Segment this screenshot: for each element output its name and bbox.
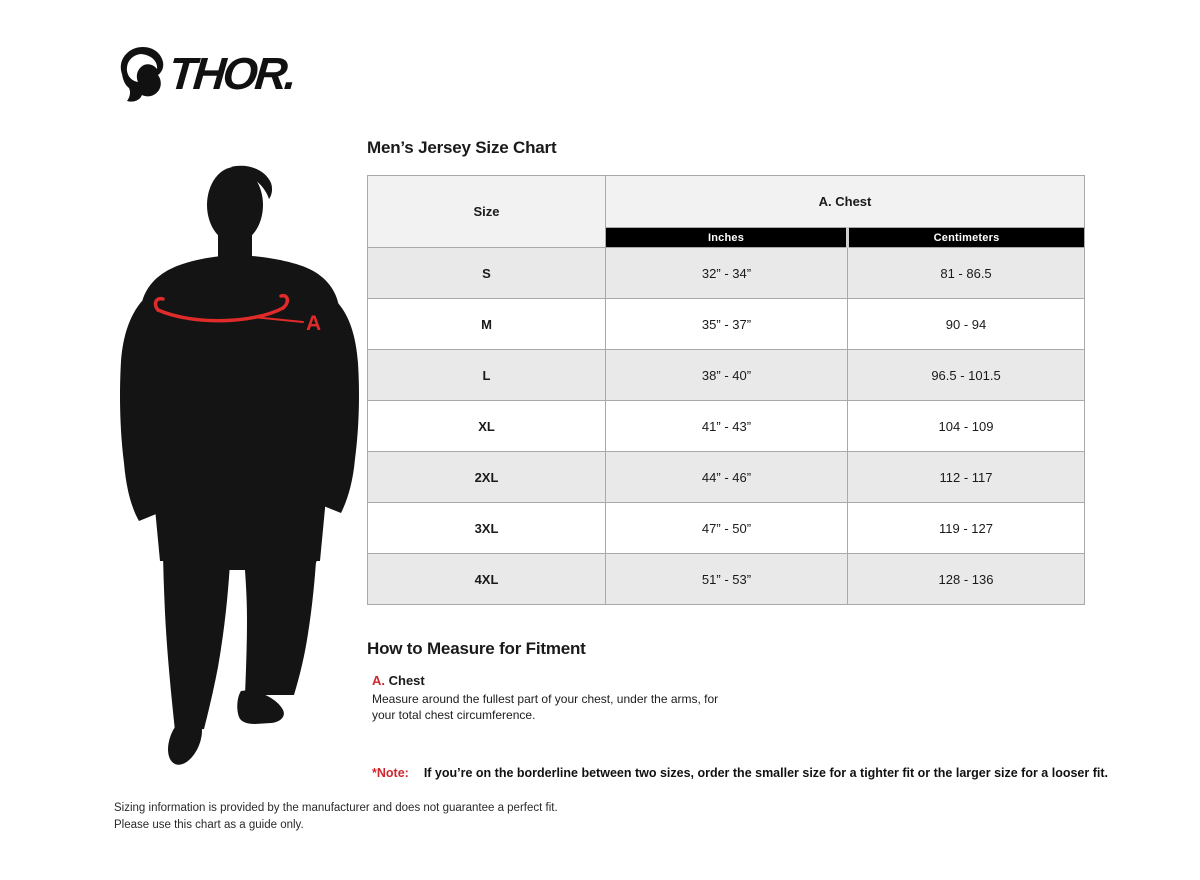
fit-note <box>372 766 1108 780</box>
footer-line-1: Sizing information is provided by the manufacturer and does not guarantee a perfect fit. <box>114 802 558 814</box>
thor-ram-icon <box>112 44 164 102</box>
inches-cell: 51” - 53” <box>606 554 848 605</box>
size-cell: M <box>368 299 606 350</box>
inches-cell: 41” - 43” <box>606 401 848 452</box>
inches-cell: 47” - 50” <box>606 503 848 554</box>
table-row <box>368 248 1085 299</box>
size-cell: 3XL <box>368 503 606 554</box>
cm-cell: 104 - 109 <box>848 401 1085 452</box>
size-cell: L <box>368 350 606 401</box>
inches-cell: 35” - 37” <box>606 299 848 350</box>
size-cell: S <box>368 248 606 299</box>
footer-line-2: Please use this chart as a guide only. <box>114 819 304 832</box>
table-row <box>368 452 1085 503</box>
table-row <box>368 350 1085 401</box>
size-cell: 2XL <box>368 452 606 503</box>
table-row <box>368 554 1085 605</box>
cm-cell: 128 - 136 <box>848 554 1085 605</box>
column-header-inches: Inches <box>606 228 848 248</box>
cm-cell: 112 - 117 <box>848 452 1085 503</box>
main-content <box>367 138 1108 838</box>
cm-cell: 90 - 94 <box>848 299 1085 350</box>
column-header-size: Size <box>368 176 606 248</box>
inches-cell: 38” - 40” <box>606 350 848 401</box>
measure-item-name <box>372 673 752 688</box>
cm-cell: 81 - 86.5 <box>848 248 1085 299</box>
inches-cell: 44” - 46” <box>606 452 848 503</box>
column-header-chest: A. Chest <box>606 176 1085 228</box>
column-header-centimeters: Centimeters <box>848 228 1085 248</box>
size-chart-title: Men’s Jersey Size Chart <box>367 138 557 157</box>
size-cell: XL <box>368 401 606 452</box>
cm-cell: 96.5 - 101.5 <box>848 350 1085 401</box>
measure-item-chest <box>372 673 752 723</box>
measure-item-title: Chest <box>388 673 425 688</box>
inches-cell: 32” - 34” <box>606 248 848 299</box>
body-silhouette <box>115 163 365 775</box>
size-cell: 4XL <box>368 554 606 605</box>
thor-wordmark: THOR. <box>166 47 297 99</box>
thor-logo <box>112 44 302 102</box>
chest-label-a: A <box>306 312 322 335</box>
note-label: *Note: <box>372 766 409 780</box>
table-row <box>368 299 1085 350</box>
size-chart-table <box>367 175 1085 605</box>
note-text: If you’re on the borderline between two sizes, order the smaller size for a tighter fit or the larger size for a looser fit. <box>423 766 1108 780</box>
how-to-measure-title: How to Measure for Fitment <box>367 639 586 658</box>
measure-item-letter: A. <box>372 673 385 688</box>
cm-cell: 119 - 127 <box>848 503 1085 554</box>
table-row <box>368 503 1085 554</box>
measure-item-description: Measure around the fullest part of your chest, under the arms, for your total chest circumference. <box>372 692 719 723</box>
silhouette-shape <box>120 166 359 770</box>
footer-disclaimer <box>114 800 558 835</box>
table-row <box>368 401 1085 452</box>
